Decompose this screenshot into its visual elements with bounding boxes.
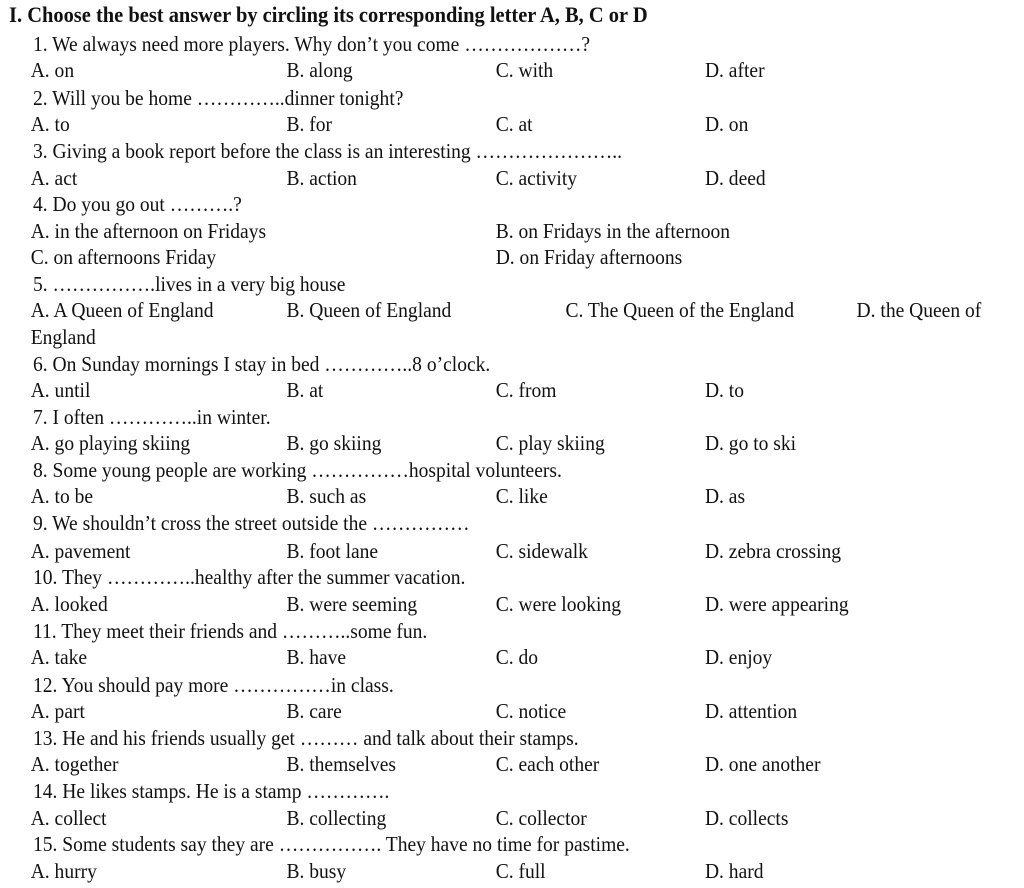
option-c[interactable]: C. full [495, 859, 546, 883]
option-b[interactable]: B. go skiing [286, 431, 382, 455]
question-text: 8. Some young people are working ……………hospital volunteers. [33, 458, 562, 482]
option-c[interactable]: C. activity [495, 166, 578, 190]
question-text: 1. We always need more players. Why don’t you come ………………? [33, 32, 591, 56]
question-text: 6. On Sunday mornings I stay in bed …………..8 o’clock. [33, 352, 491, 376]
question-text: 3. Giving a book report before the class is an interesting ………………….. [33, 139, 623, 163]
question-text: 13. He and his friends usually get ……… and talk about their stamps. [33, 726, 579, 750]
option-d[interactable]: D. go to ski [704, 431, 797, 455]
option-a[interactable]: A. together [30, 752, 119, 776]
option-a[interactable]: A. hurry [30, 859, 97, 883]
option-d[interactable]: D. the Queen of [856, 298, 982, 322]
option-d[interactable]: D. enjoy [704, 645, 773, 669]
option-b[interactable]: B. collecting [286, 806, 387, 830]
question-text: 11. They meet their friends and ………..some fun. [33, 619, 428, 643]
option-a[interactable]: A. on [30, 58, 75, 82]
option-d[interactable]: D. attention [704, 699, 798, 723]
question-text: 10. They …………..healthy after the summer vacation. [33, 565, 466, 589]
option-a[interactable]: A. looked [30, 592, 108, 616]
option-b[interactable]: B. for [286, 112, 333, 136]
option-a[interactable]: A. take [30, 645, 88, 669]
option-a[interactable]: A. A Queen of England [30, 298, 214, 322]
option-d[interactable]: D. collects [704, 806, 789, 830]
option-a[interactable]: A. act [30, 166, 78, 190]
option-c[interactable]: C. with [495, 58, 554, 82]
option-c[interactable]: C. notice [495, 699, 567, 723]
option-c[interactable]: C. from [495, 378, 557, 402]
option-d[interactable]: D. zebra crossing [704, 539, 842, 563]
option-c[interactable]: C. collector [495, 806, 587, 830]
option-a[interactable]: A. pavement [30, 539, 131, 563]
option-b[interactable]: B. action [286, 166, 357, 190]
question-text: 2. Will you be home …………..dinner tonight? [33, 86, 404, 110]
option-d[interactable]: D. deed [704, 166, 766, 190]
question-text: 5. …………….lives in a very big house [33, 272, 346, 296]
question-text: 15. Some students say they are ……………. They have no time for pastime. [33, 832, 630, 856]
option-b[interactable]: B. at [286, 378, 324, 402]
option-b[interactable]: B. busy [286, 859, 347, 883]
exercise-heading: I. Choose the best answer by circling its corresponding letter A, B, C or D [9, 2, 648, 27]
question-text: 4. Do you go out ……….? [33, 192, 242, 216]
option-d[interactable]: D. as [704, 484, 746, 508]
option-c[interactable]: C. like [495, 484, 548, 508]
option-c[interactable]: C. play skiing [495, 431, 605, 455]
option-d-continued[interactable]: England [30, 325, 96, 349]
option-c[interactable]: C. on afternoons Friday [30, 245, 217, 269]
option-d[interactable]: D. on [704, 112, 749, 136]
option-a[interactable]: A. until [30, 378, 91, 402]
option-d[interactable]: D. after [704, 58, 765, 82]
option-b[interactable]: B. Queen of England [286, 298, 452, 322]
option-a[interactable]: A. in the afternoon on Fridays [30, 219, 267, 243]
option-a[interactable]: A. go playing skiing [30, 431, 191, 455]
option-d[interactable]: D. hard [704, 859, 764, 883]
option-c[interactable]: C. were looking [495, 592, 621, 616]
option-c[interactable]: C. at [495, 112, 533, 136]
option-a[interactable]: A. collect [30, 806, 107, 830]
question-text: 7. I often …………..in winter. [33, 405, 271, 429]
question-text: 12. You should pay more ……………in class. [33, 673, 394, 697]
option-b[interactable]: B. themselves [286, 752, 397, 776]
option-b[interactable]: B. along [286, 58, 353, 82]
option-c[interactable]: C. do [495, 645, 539, 669]
option-c[interactable]: C. sidewalk [495, 539, 588, 563]
question-text: 9. We shouldn’t cross the street outside the …………… [33, 511, 470, 535]
option-d[interactable]: D. to [704, 378, 744, 402]
option-a[interactable]: A. part [30, 699, 85, 723]
option-b[interactable]: B. such as [286, 484, 367, 508]
option-c[interactable]: C. each other [495, 752, 600, 776]
question-text: 14. He likes stamps. He is a stamp …………. [33, 779, 390, 803]
option-b[interactable]: B. care [286, 699, 342, 723]
option-d[interactable]: D. were appearing [704, 592, 849, 616]
option-c[interactable]: C. The Queen of the England [565, 298, 794, 322]
option-b[interactable]: B. on Fridays in the afternoon [495, 219, 731, 243]
option-d[interactable]: D. on Friday afternoons [495, 245, 683, 269]
option-d[interactable]: D. one another [704, 752, 821, 776]
option-b[interactable]: B. have [286, 645, 347, 669]
option-b[interactable]: B. foot lane [286, 539, 379, 563]
option-b[interactable]: B. were seeming [286, 592, 418, 616]
option-a[interactable]: A. to be [30, 484, 94, 508]
option-a[interactable]: A. to [30, 112, 70, 136]
